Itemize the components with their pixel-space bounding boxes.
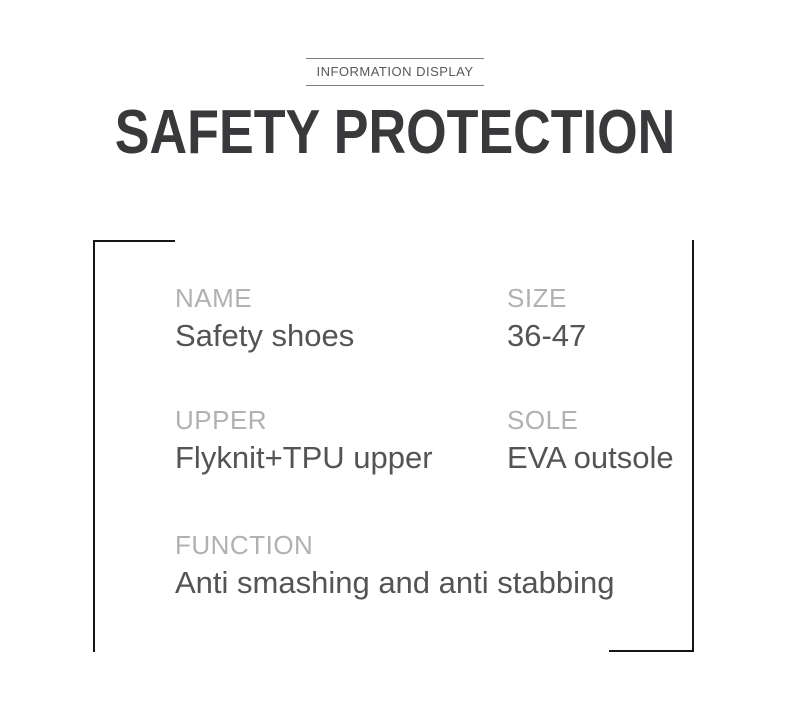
spec-value: Safety shoes [175,318,355,353]
spec-label: SIZE [507,283,567,313]
spec-value: 36-47 [507,318,587,353]
spec-field-size [507,283,586,353]
spec-field-name [175,283,354,353]
spec-field-upper [175,405,433,475]
spec-value: Flyknit+TPU upper [175,440,433,475]
section-kicker [0,58,790,86]
spec-field-function [175,530,614,600]
spec-label: UPPER [175,405,268,435]
spec-label: FUNCTION [175,530,314,560]
page-title: SAFETY PROTECTION [114,98,676,167]
spec-field-sole [507,405,674,475]
spec-label: NAME [175,283,253,313]
spec-value: Anti smashing and anti stabbing [175,565,615,600]
spec-value: EVA outsole [507,440,674,475]
section-kicker-label: INFORMATION DISPLAY [306,58,483,86]
spec-label: SOLE [507,405,579,435]
